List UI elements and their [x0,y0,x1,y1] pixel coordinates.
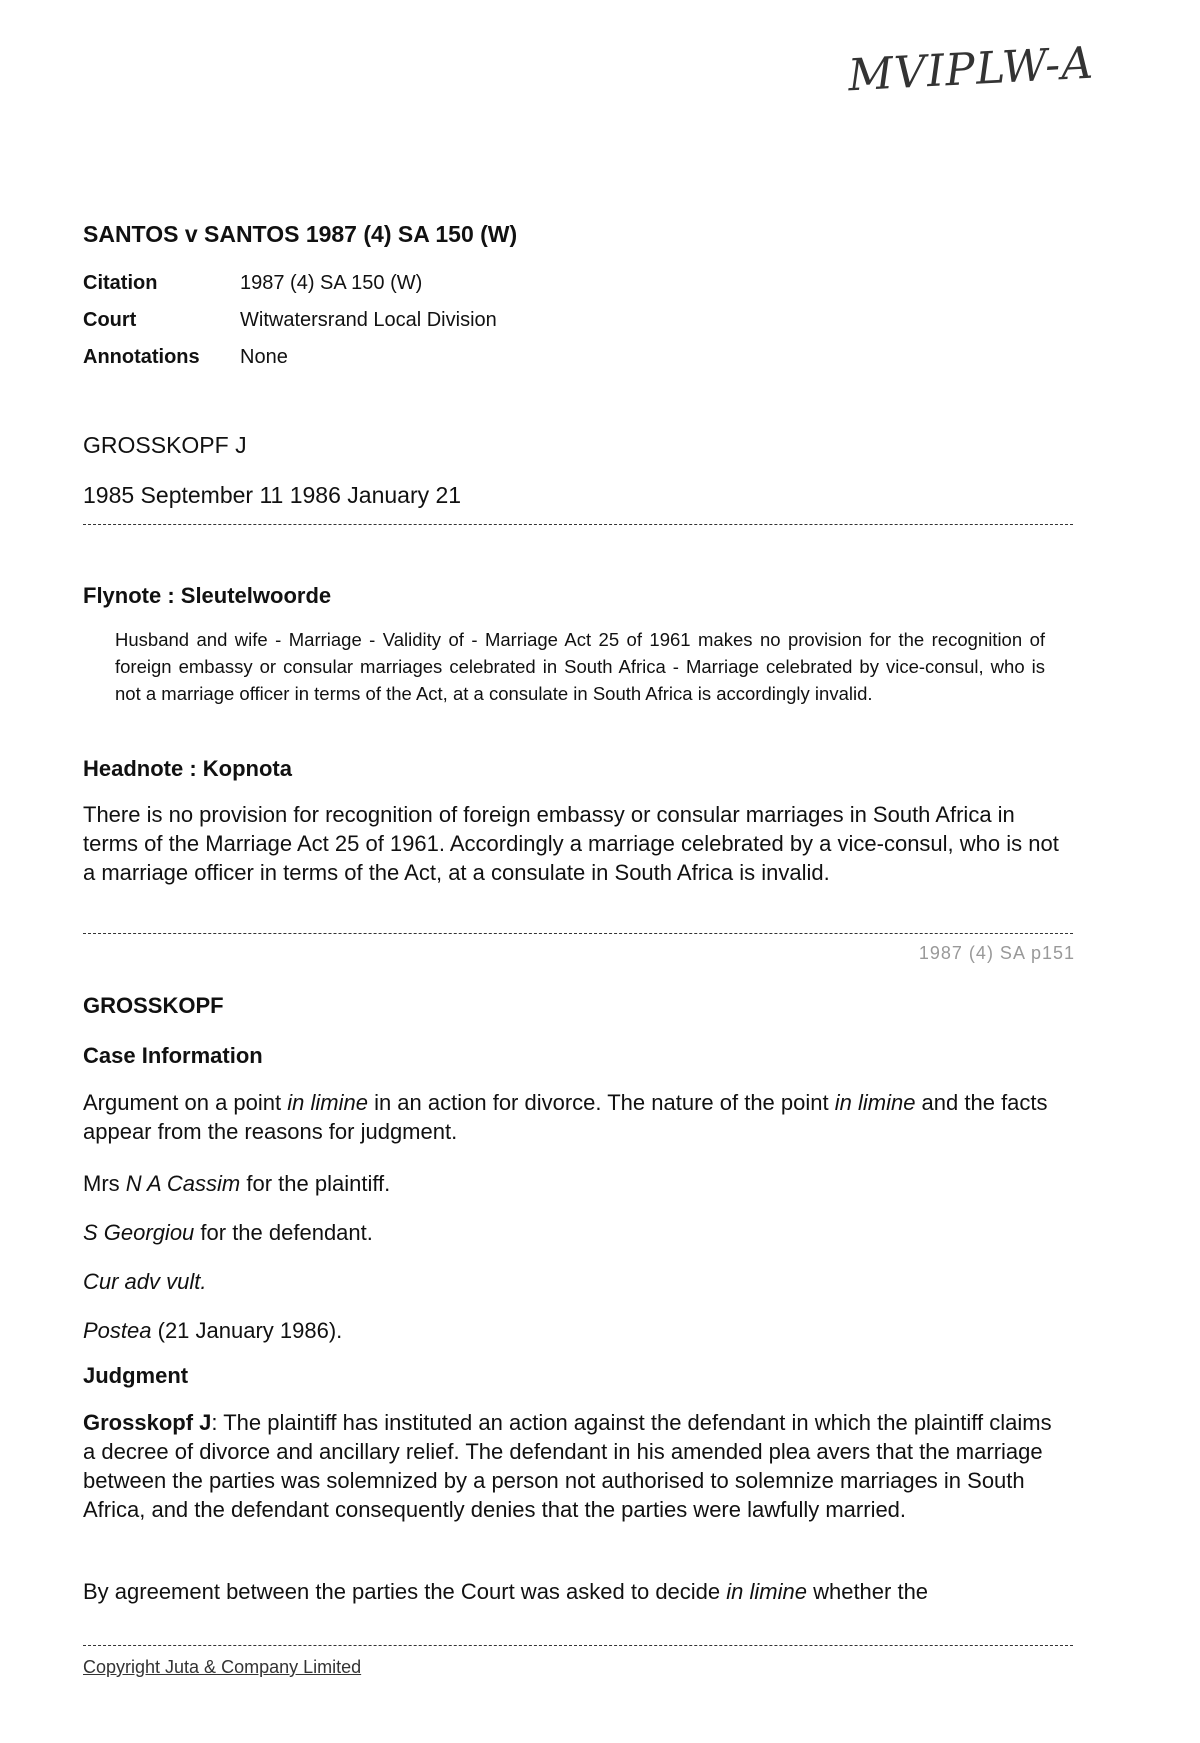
headnote-text: There is no provision for recognition of foreign embassy or consular marriages in South Africa in terms of the Marriage Act 25 of 1961. Accordingly a marriage celebrated by a vice-consul, who is not a marriage officer in terms of the Act, at a consulate in South Africa is invalid. [83,802,1059,885]
divider [83,1645,1073,1646]
headnote-heading: Headnote : Kopnota [83,756,292,781]
citation-value: 1987 (4) SA 150 (W) [240,272,423,294]
case-information-heading: Case Information [83,1043,263,1068]
defendant-counsel: S Georgiou for the defendant. [83,1220,373,1245]
judgment-paragraph-1: Grosskopf J: The plaintiff has instituted an action against the defendant in which the plaintiff claims a decree of divorce and ancillary relief. The defendant in his amended plea avers that the marriage between the parties was solemnized by a person not authorised to solemnize marriages in South Africa, and the defendant consequently denies that the parties were lawfully married. [83,1410,1052,1522]
flynote-text: Husband and wife - Marriage - Validity of - Marriage Act 25 of 1961 makes no provision for the recognition of foreign embassy or consular marriages celebrated in South Africa - Marriage celebrated by vice-consul, who is not a marriage officer in terms of the Act, at a consulate in South Africa is accordingly invalid. [115,629,1045,704]
annotations-label: Annotations [83,346,200,368]
citation-row [83,272,497,309]
citation-label: Citation [83,272,158,294]
judge-heading: GROSSKOPF [83,993,224,1018]
divider [83,933,1073,934]
divider [83,524,1073,525]
court-value: Witwatersrand Local Division [240,309,497,331]
handwritten-annotation: MVIPLW-A [846,37,1096,102]
plaintiff-counsel: Mrs N A Cassim for the plaintiff. [83,1171,391,1196]
judgment-heading: Judgment [83,1363,189,1388]
court-label: Court [83,309,137,331]
hearing-dates: 1985 September 11 1986 January 21 [83,482,462,508]
postea-line: Postea (21 January 1986). [83,1318,343,1343]
annotations-value: None [240,346,288,368]
copyright-footer: Copyright Juta & Company Limited [83,1657,362,1677]
cur-adv-vult: Cur adv vult. [83,1269,207,1294]
flynote-heading: Flynote : Sleutelwoorde [83,583,332,608]
argument-paragraph: Argument on a point in limine in an action for divorce. The nature of the point in limine and the facts appear from the reasons for judgment. [83,1090,1048,1144]
judge-name: GROSSKOPF J [83,432,247,458]
case-metadata [83,272,497,383]
page-reference: 1987 (4) SA p151 [918,943,1075,963]
annotations-row [83,346,497,383]
judgment-paragraph-2: By agreement between the parties the Court was asked to decide in limine whether the [83,1579,929,1604]
court-row [83,309,497,346]
case-title: SANTOS v SANTOS 1987 (4) SA 150 (W) [83,221,518,247]
